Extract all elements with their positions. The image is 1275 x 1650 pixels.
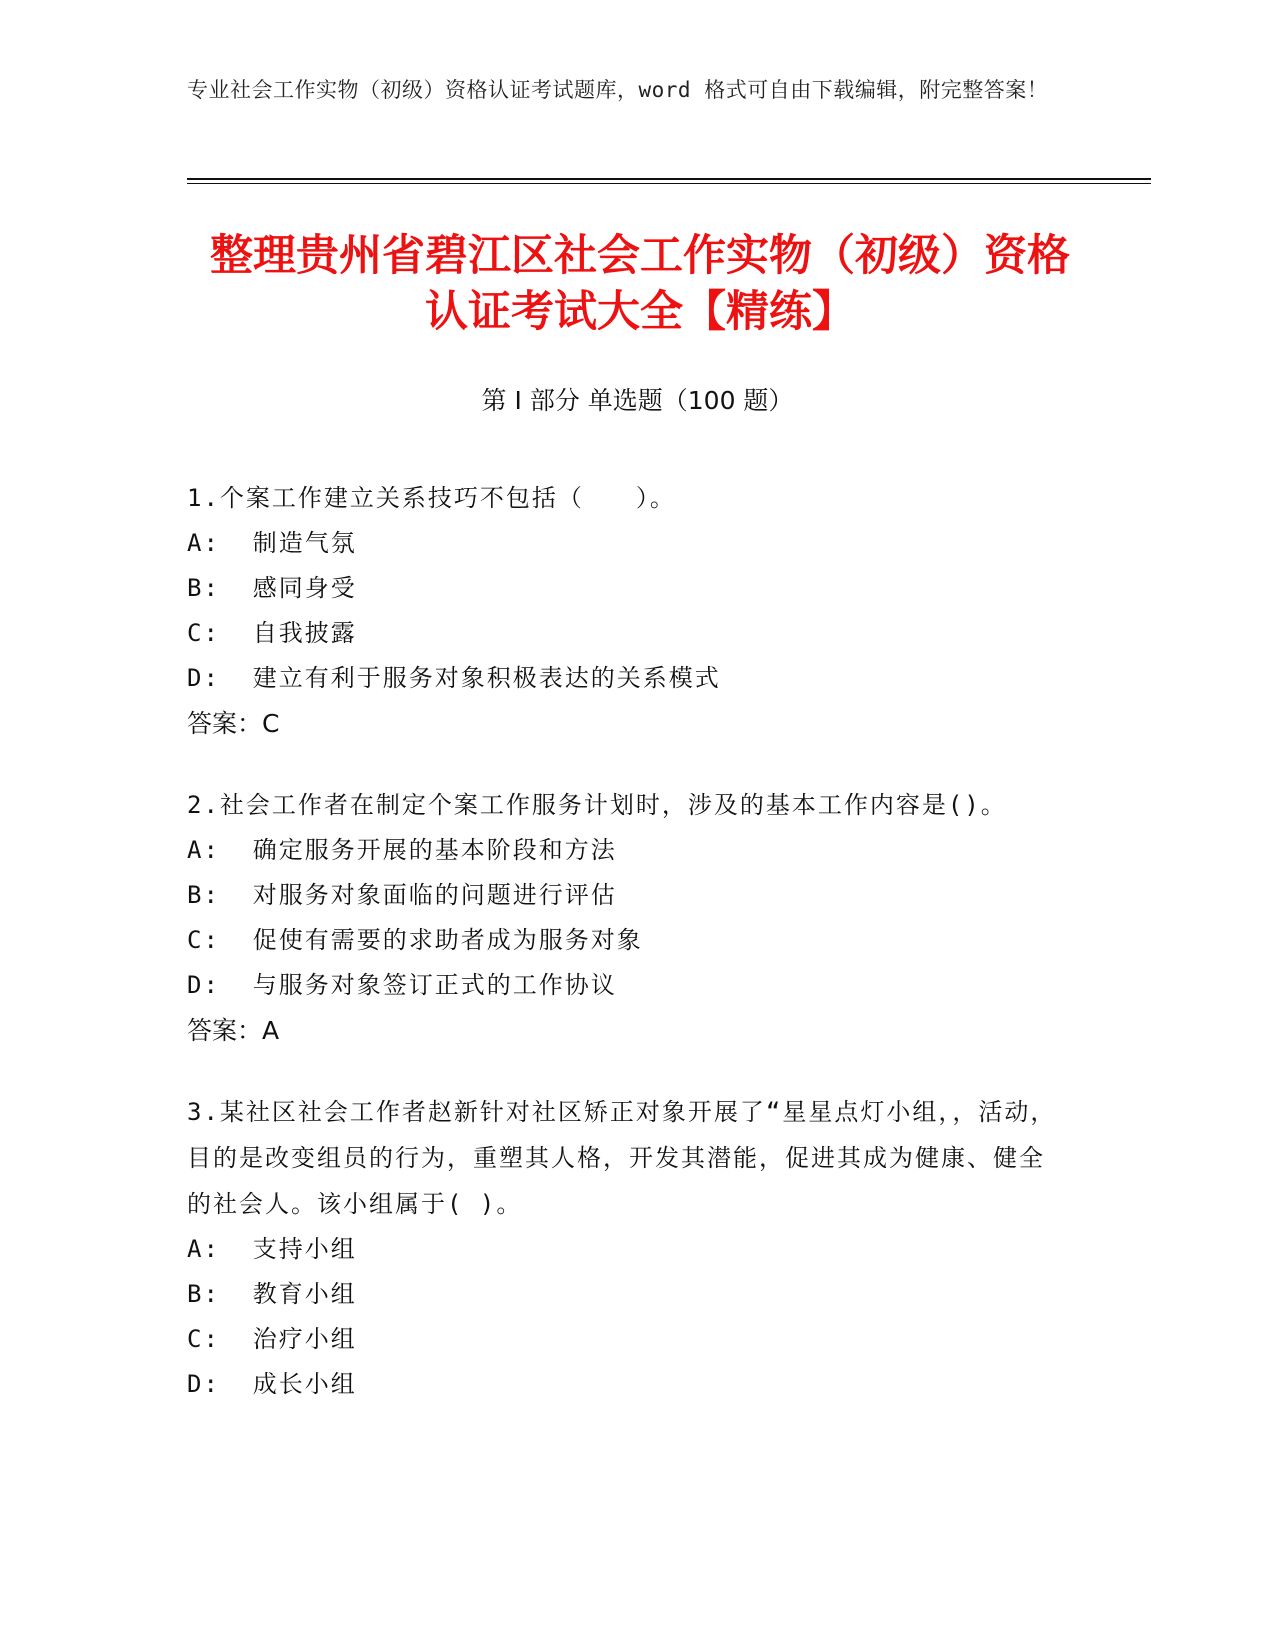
option-d: D: 成长小组 <box>187 1370 357 1398</box>
option-a: A: 确定服务开展的基本阶段和方法 <box>187 836 617 864</box>
document-title: 整理贵州省碧江区社会工作实物（初级）资格认证考试大全【精练】 <box>210 231 1070 337</box>
header-note: 专业社会工作实物（初级）资格认证考试题库，word 格式可自由下载编辑，附完整答案！ <box>187 78 1049 102</box>
option-a: A: 支持小组 <box>187 1235 357 1263</box>
question-3 <box>187 1089 1067 1407</box>
option-a: A: 制造气氛 <box>187 529 357 557</box>
header-divider-thin <box>187 183 1151 184</box>
question-stem: 3.某社区社会工作者赵新针对社区矫正对象开展了“星星点灯小组，，活动，目的是改变组员的行为，重塑其人格，开发其潜能，促进其成为健康、健全的社会人。该小组属于( )。 <box>187 1098 1057 1218</box>
question-list <box>187 475 1067 1442</box>
option-c: C: 自我披露 <box>187 619 357 647</box>
question-stem: 1.个案工作建立关系技巧不包括（ ）。 <box>187 484 676 512</box>
option-b: B: 感同身受 <box>187 574 357 602</box>
section-heading: 第 I 部分 单选题（100 题） <box>481 386 794 415</box>
option-d: D: 与服务对象签订正式的工作协议 <box>187 971 617 999</box>
answer: 答案：A <box>187 1016 280 1045</box>
answer: 答案：C <box>187 709 280 738</box>
option-d: D: 建立有利于服务对象积极表达的关系模式 <box>187 664 721 692</box>
option-b: B: 教育小组 <box>187 1280 357 1308</box>
header-divider-thick <box>187 178 1151 180</box>
option-b: B: 对服务对象面临的问题进行评估 <box>187 881 617 909</box>
question-stem: 2.社会工作者在制定个案工作服务计划时，涉及的基本工作内容是()。 <box>187 791 1007 819</box>
question-1 <box>187 475 1067 747</box>
question-2 <box>187 782 1067 1054</box>
option-c: C: 治疗小组 <box>187 1325 357 1353</box>
option-c: C: 促使有需要的求助者成为服务对象 <box>187 926 643 954</box>
